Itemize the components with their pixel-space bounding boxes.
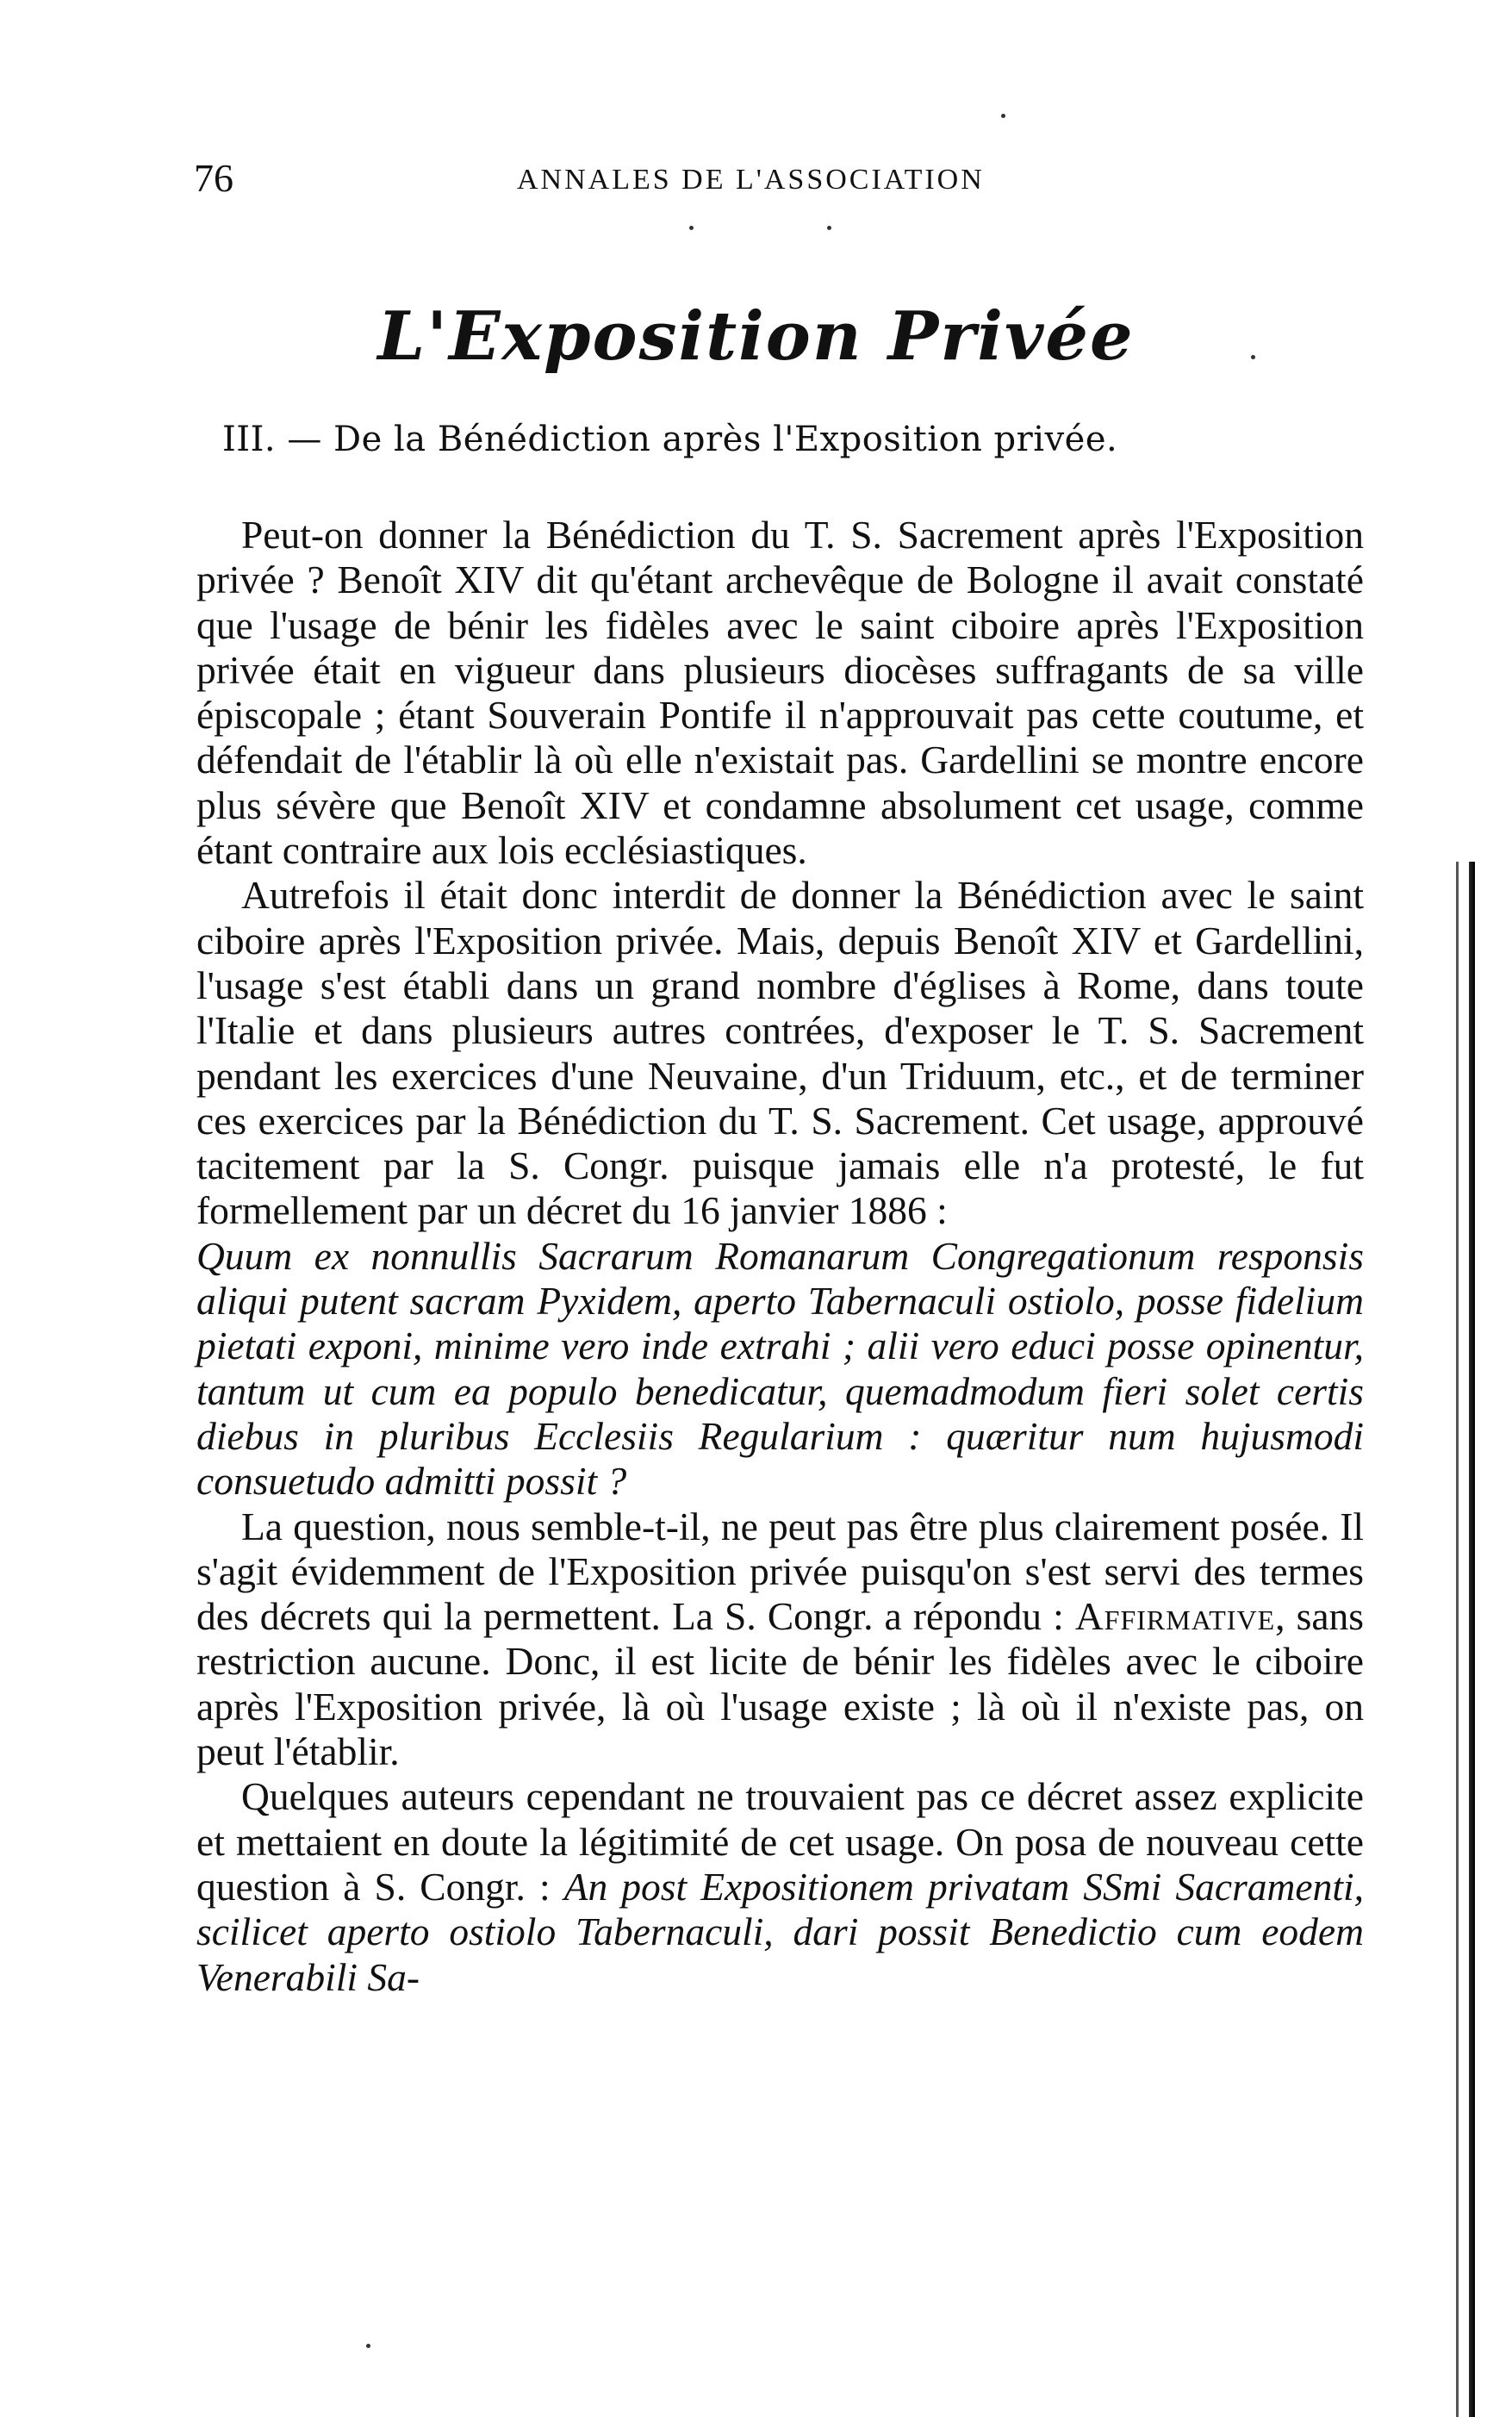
paragraph-5 bbox=[196, 1774, 1364, 1999]
running-head bbox=[194, 155, 1331, 207]
section-heading: III. — De la Bénédiction après l'Exposition privée. bbox=[222, 420, 1118, 459]
page-number: 76 bbox=[194, 156, 233, 200]
paragraph-4-text-end: , sans restriction aucune. Donc, il est licite de bénir les fidèles avec le ciboire après l'Exposition privée, là où l'usage existe ; là où il n'existe pas, on peut l'établir. bbox=[196, 1594, 1365, 1774]
scan-speck bbox=[827, 226, 831, 230]
scan-speck bbox=[1251, 355, 1255, 359]
body-text bbox=[196, 513, 1364, 2000]
paragraph-5-latin: An post Expositionem privatam SSmi Sacramenti, scilicet aperto ostiolo Tabernaculi, dari possit Benedictio cum eodem Venerabili Sa- bbox=[196, 1864, 1364, 1999]
reply-affirmative: Affirmative bbox=[1074, 1594, 1276, 1639]
binding-edge bbox=[1469, 862, 1475, 2417]
paragraph-4-text: La question, nous semble-t-il, ne peut pas être plus clairement posée. Il s'agit évidemment de l'Exposition privée puisqu'on s'est servi des termes des décrets qui la permettent. La S. Congr. a répondu : bbox=[196, 1504, 1364, 1639]
paragraph-4 bbox=[196, 1504, 1364, 1775]
binding-shadow bbox=[1456, 862, 1459, 2417]
paragraph-1: Peut-on donner la Bénédiction du T. S. Sacrement après l'Exposition privée ? Benoît XIV dit qu'étant archevêque de Bologne il avait constaté que l'usage de bénir les fidèles avec le saint ciboire après l'Exposition privée était en vigueur dans plusieurs diocèses suffragants de sa ville épiscopale ; étant Souverain Pontife il n'approuvait pas cette coutume, et défendait de l'établir là où elle n'existait pas. Gardellini se montre encore plus sévère que Benoît XIV et condamne absolument cet usage, comme étant contraire aux lois ecclésiastiques. bbox=[196, 513, 1364, 873]
chapter-title: L'Exposition Privée bbox=[377, 297, 1135, 376]
paragraph-5-text: Quelques auteurs cependant ne trouvaient pas ce décret assez explicite et mettaient en doute la légitimité de cet usage. On posa de nouveau cette question à S. Congr. : bbox=[196, 1774, 1364, 1909]
scan-speck bbox=[1001, 114, 1005, 118]
latin-quotation: Quum ex nonnullis Sacrarum Romanarum Congregationum responsis aliqui putent sacram Pyxidem, aperto Tabernaculi ostiolo, posse fidelium pietati exponi, minime vero inde extrahi ; alii vero educi posse opinentur, tantum ut cum ea populo benedicatur, quemadmodum fieri solet certis diebus in pluribus Ecclesiis Regularium : quæritur num hujusmodi consuetudo admitti possit ? bbox=[196, 1233, 1364, 1504]
running-title: ANNALES DE L'ASSOCIATION bbox=[517, 164, 985, 196]
paragraph-2: Autrefois il était donc interdit de donner la Bénédiction avec le saint ciboire après l'Exposition privée. Mais, depuis Benoît XIV et Gardellini, l'usage s'est établi dans un grand nombre d'églises à Rome, dans toute l'Italie et dans plusieurs autres contrées, d'exposer le T. S. Sacrement pendant les exercices d'une Neuvaine, d'un Triduum, etc., et de terminer ces exercices par la Bénédiction du T. S. Sacrement. Cet usage, approuvé tacitement par la S. Congr. puisque jamais elle n'a protesté, le fut formellement par un décret du 16 janvier 1886 : bbox=[196, 873, 1364, 1233]
scan-speck bbox=[366, 2344, 370, 2348]
scan-speck bbox=[689, 226, 694, 230]
